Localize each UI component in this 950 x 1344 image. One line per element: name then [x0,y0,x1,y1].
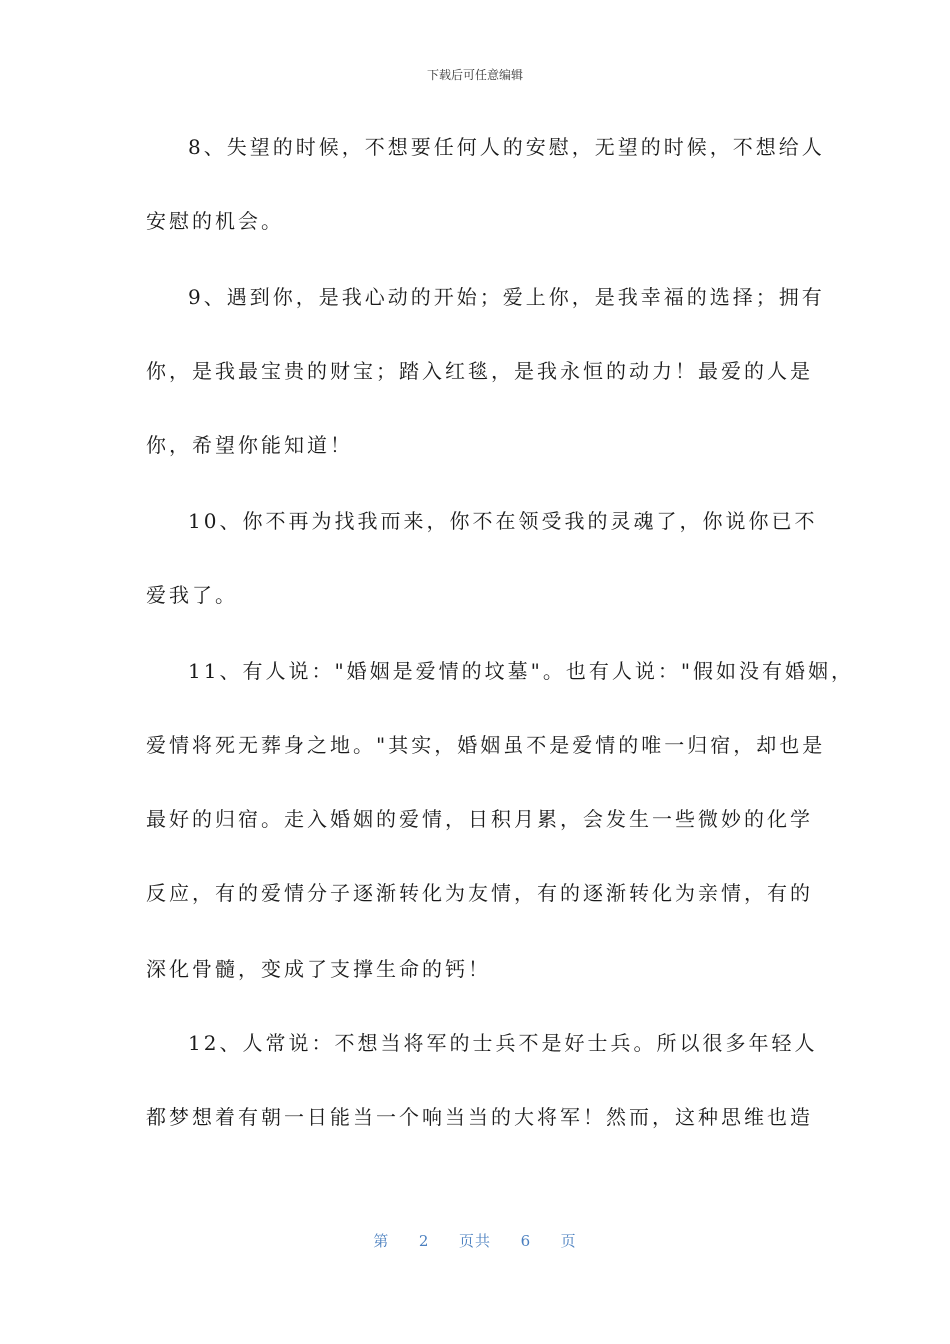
paragraph-9-line-3: 你，希望你能知道！ [146,433,353,457]
paragraph-8-line-2: 安慰的机会。 [146,209,284,233]
footer-current-page: 2 [418,1232,430,1250]
paragraph-12-line-2: 都梦想着有朝一日能当一个响当当的大将军！然而，这种思维也造 [146,1105,813,1129]
paragraph-11-line-1: 11、有人说："婚姻是爱情的坟墓"。也有人说："假如没有婚姻， [188,659,855,683]
footer-middle: 页共 [458,1232,491,1250]
header-note: 下载后可任意编辑 [426,68,523,82]
footer-prefix: 第 [373,1232,390,1250]
paragraph-8-line-1: 8、失望的时候，不想要任何人的安慰，无望的时候，不想给人 [188,135,825,159]
paragraph-11-line-4: 反应，有的爱情分子逐渐转化为友情，有的逐渐转化为亲情，有的 [146,881,813,905]
paragraph-11-line-3: 最好的归宿。走入婚姻的爱情，日积月累，会发生一些微妙的化学 [146,807,813,831]
footer-suffix: 页 [560,1232,577,1250]
paragraph-10-line-2: 爱我了。 [146,583,238,607]
paragraph-9-line-1: 9、遇到你，是我心动的开始；爱上你，是我幸福的选择；拥有 [188,285,825,309]
page-footer [0,1230,950,1251]
paragraph-9-line-2: 你，是我最宝贵的财宝；踏入红毯，是我永恒的动力！最爱的人是 [146,359,813,383]
paragraph-11-line-2: 爱情将死无葬身之地。"其实，婚姻虽不是爱情的唯一归宿，却也是 [146,733,826,757]
footer-total-pages: 6 [520,1232,532,1250]
paragraph-11-line-5: 深化骨髓，变成了支撑生命的钙！ [146,957,491,981]
paragraph-12-line-1: 12、人常说：不想当将军的士兵不是好士兵。所以很多年轻人 [188,1031,818,1055]
paragraph-10-line-1: 10、你不再为找我而来，你不在领受我的灵魂了，你说你已不 [188,509,818,533]
